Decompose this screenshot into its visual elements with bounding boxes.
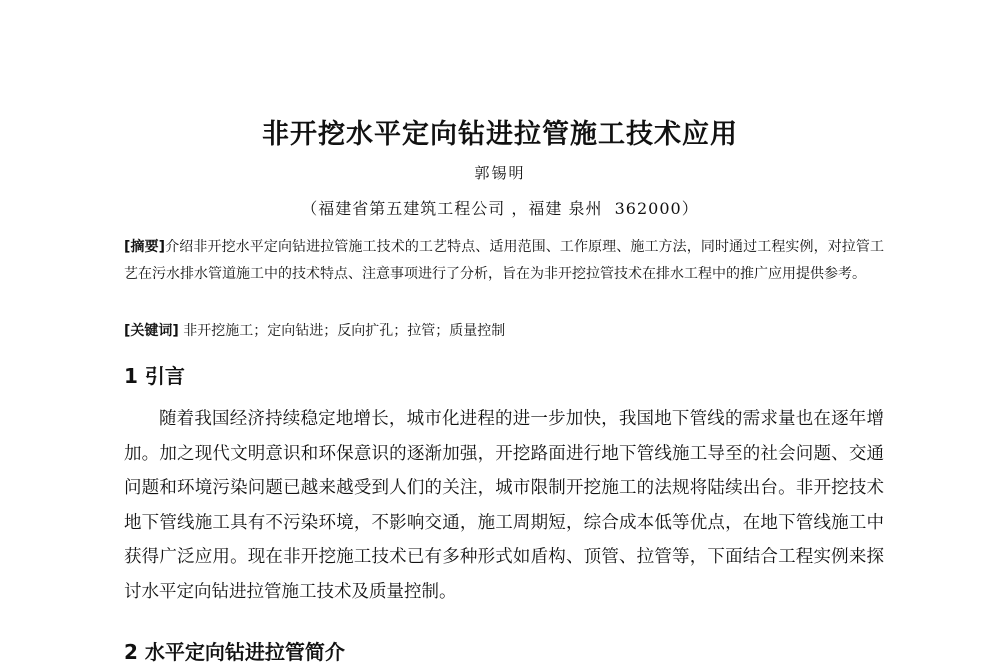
section-2-heading: 2 水平定向钻进拉管简介 [124, 640, 345, 664]
abstract-text: 介绍非开挖水平定向钻进拉管施工技术的工艺特点、适用范围、工作原理、施工方法，同时通过工程实例，对拉管工艺在污水排水管道施工中的技术特点、注意事项进行了分析，旨在为非开挖拉管技术在排水工程中的推广应用提供参考。 [124, 239, 885, 282]
section-1-heading: 1 引言 [124, 364, 185, 388]
paper-title: 非开挖水平定向钻进拉管施工技术应用 [262, 119, 738, 150]
keywords-text: 非开挖施工；定向钻进；反向扩孔；拉管；质量控制 [178, 323, 506, 339]
author-affiliation: （福建省第五建筑工程公司 ，福建 泉州 362000） [301, 199, 699, 218]
section-1-body: 随着我国经济持续稳定地增长，城市化进程的进一步加快，我国地下管线的需求量也在逐年增加。加之现代文明意识和环保意识的逐渐加强，开挖路面进行地下管线施工导至的社会问题、交通问题和环境污染问题已越来越受到人们的关注，城市限制开挖施工的法规将陆续出台。非开挖技术地下管线施工具有不污染环境，不影响交通，施工周期短，综合成本低等优点，在地下管线施工中获得广泛应用。现在非开挖施工技术已有多种形式如盾构、顶管、拉管等，下面结合工程实例来探讨水平定向钻进拉管施工技术及质量控制。 [124, 409, 884, 602]
author-name: 郭锡明 [474, 164, 526, 182]
keywords-tag: [关键词] [124, 323, 179, 339]
keywords [124, 318, 884, 345]
abstract-tag: [摘要] [124, 239, 166, 255]
abstract [124, 234, 884, 288]
